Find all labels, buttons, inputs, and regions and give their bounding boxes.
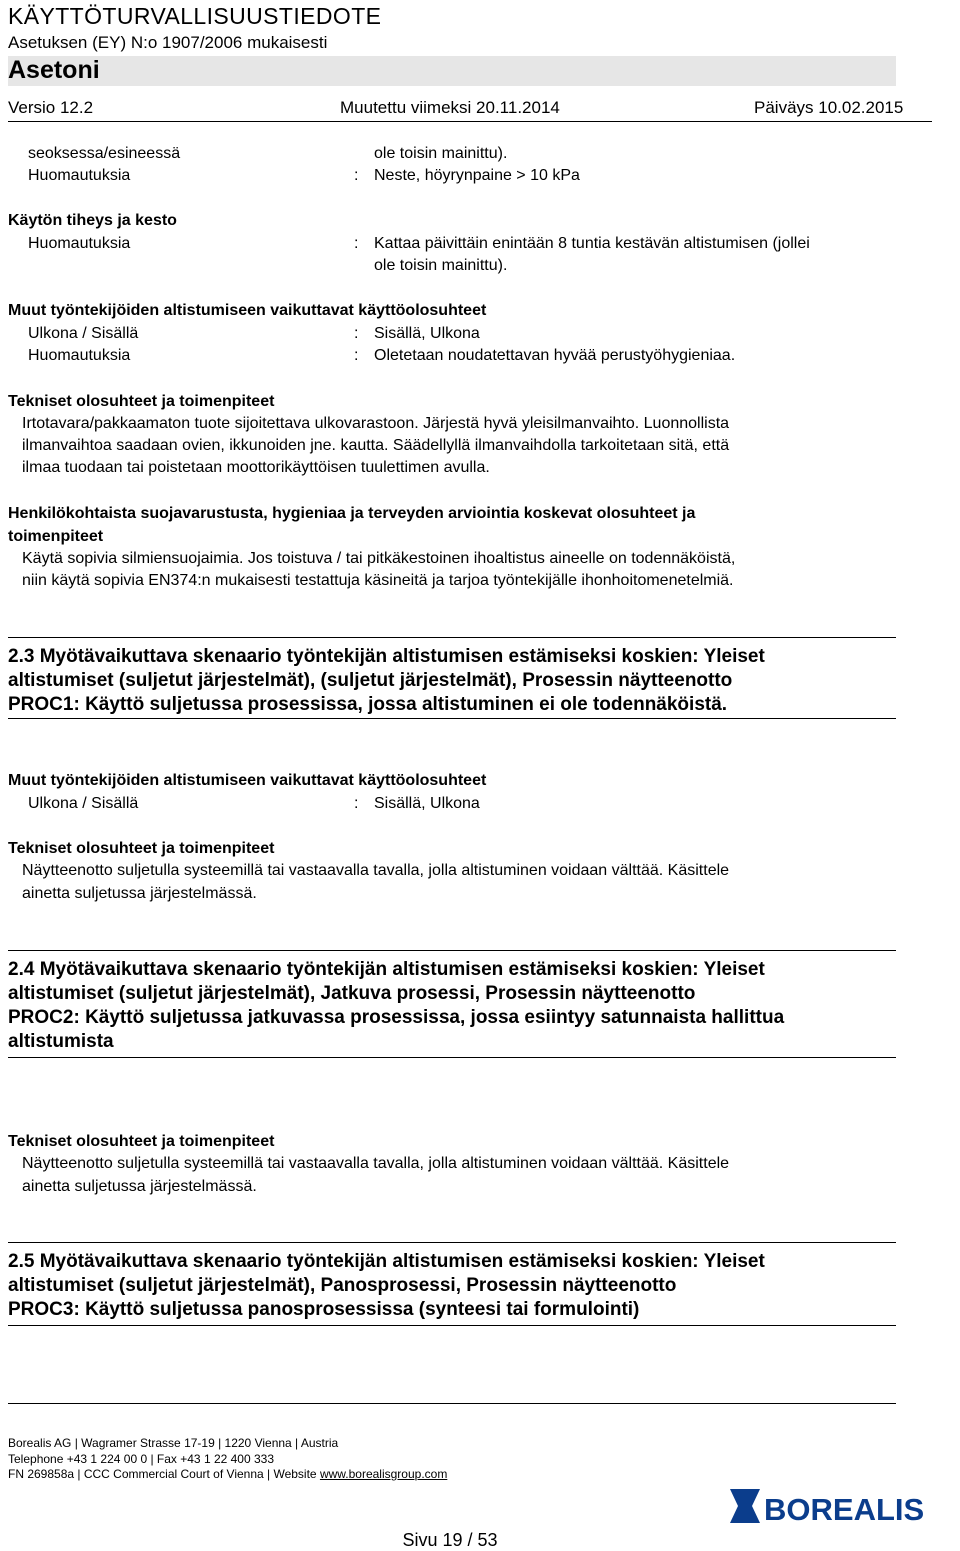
section-title-line: altistumista [8,1031,114,1052]
section-title-line: 2.5 Myötävaikuttava skenaario työntekijän altistumisen estämiseksi koskien: Yleiset [8,1251,765,1272]
section-title-line: altistumiset (suljetut järjestelmät), Panosprosessi, Prosessin näytteenotto [8,1275,677,1296]
location-label: Ulkona / Sisällä [28,325,139,342]
colon-separator: : [354,325,359,342]
remarks-value: Oletetaan noudatettavan hyvää perustyöhygieniaa. [374,347,736,364]
remarks-label: Huomautuksia [28,347,131,364]
location-value: Sisällä, Ulkona [374,325,480,342]
footer-rule [8,1403,896,1404]
section-rule-bottom [8,1057,896,1058]
usage-label: Huomautuksia [28,235,131,252]
section-title-line: altistumiset (suljetut järjestelmät), (suljetut järjestelmät), Prosessin näytteenotto [8,670,733,691]
continued-value: ole toisin mainittu). [374,145,508,162]
conditions-heading: Muut työntekijöiden altistumiseen vaikuttavat käyttöolosuhteet [8,772,487,789]
logo-wordmark: BOREALIS [764,1492,925,1527]
location-label: Ulkona / Sisällä [28,795,139,812]
version-label: Versio 12.2 [8,98,94,117]
colon-separator: : [354,167,359,184]
footer-phone: Telephone +43 1 224 00 0 | Fax +43 1 22 400 333 [8,1452,275,1466]
usage-heading: Käytön tiheys ja kesto [8,212,177,229]
section-rule-top [8,637,896,638]
colon-separator: : [354,235,359,252]
remarks-label: Huomautuksia [28,167,131,184]
footer-registry-text: FN 269858a | CCC Commercial Court of Vienna | Website [8,1467,320,1481]
section-rule-bottom [8,1325,896,1326]
product-name: Asetoni [8,56,100,84]
usage-value-line2: ole toisin mainittu). [374,257,508,274]
technical-text-line1: Näytteenotto suljetulla systeemillä tai vastaavalla tavalla, jolla altistuminen voidaan välttää. Käsittele [22,1155,730,1172]
regulation-subtitle: Asetuksen (EY) N:o 1907/2006 mukaisesti [8,33,328,52]
footer-address: Borealis AG | Wagramer Strasse 17-19 | 1220 Vienna | Austria [8,1436,339,1450]
section-title-line: 2.3 Myötävaikuttava skenaario työntekijän altistumisen estämiseksi koskien: Yleiset [8,646,765,667]
technical-text-line2: ainetta suljetussa järjestelmässä. [22,1178,257,1195]
header-rule [8,121,932,122]
section-2-4-title [8,958,898,1054]
continued-label: seoksessa/esineessä [28,145,181,162]
technical-text-line2: ainetta suljetussa järjestelmässä. [22,885,257,902]
date-label: Päiväys 10.02.2015 [754,98,904,117]
section-title-line: PROC1: Käyttö suljetussa prosessissa, jossa altistuminen ei ole todennäköistä. [8,694,728,715]
colon-separator: : [354,347,359,364]
website-link[interactable]: www.borealisgroup.com [319,1467,448,1481]
logo-mark-icon [730,1489,760,1523]
page-number: Sivu 19 / 53 [402,1530,498,1550]
technical-text-line3: ilmaa tuodaan tai poistetaan moottorikäyttöisen tuulettimen avulla. [22,459,490,476]
ppe-text-line1: Käytä sopivia silmiensuojaimia. Jos toistuva / tai pitkäkestoinen ihoaltistus aineelle on todennäköistä, [22,550,736,567]
ppe-text-line2: niin käytä sopivia EN374:n mukaisesti testattuja käsineitä ja tarjoa työntekijälle ihonhoitomenetelmiä. [22,572,734,589]
usage-value-line1: Kattaa päivittäin enintään 8 tuntia kestävän altistumisen (jollei [374,235,810,252]
technical-heading: Tekniset olosuhteet ja toimenpiteet [8,393,275,410]
section-title-line: PROC3: Käyttö suljetussa panosprosessissa (synteesi tai formulointi) [8,1299,640,1320]
technical-text-line1: Näytteenotto suljetulla systeemillä tai vastaavalla tavalla, jolla altistuminen voidaan välttää. Käsittele [22,862,730,879]
section-rule-top [8,1242,896,1243]
section-2-3-title [8,645,898,717]
technical-heading: Tekniset olosuhteet ja toimenpiteet [8,840,275,857]
technical-text-line1: Irtotavara/pakkaamaton tuote sijoitettava ulkovarastoon. Järjestä hyvä yleisilmanvaihto. Luonnollista [22,415,730,432]
section-rule-top [8,950,896,951]
document-title: KÄYTTÖTURVALLISUUSTIEDOTE [8,3,382,29]
colon-separator: : [354,795,359,812]
technical-text-line2: ilmanvaihtoa saadaan ovien, ikkunoiden jne. kautta. Säädellyllä ilmanvaihdolla tarkoitetaan sitä, että [22,437,730,454]
location-value: Sisällä, Ulkona [374,795,480,812]
ppe-heading-line2: toimenpiteet [8,528,104,545]
footer-registry [8,1467,447,1481]
section-2-5-title [8,1250,898,1322]
conditions-heading: Muut työntekijöiden altistumiseen vaikuttavat käyttöolosuhteet [8,302,487,319]
section-title-line: altistumiset (suljetut järjestelmät), Jatkuva prosessi, Prosessin näytteenotto [8,983,696,1004]
technical-heading: Tekniset olosuhteet ja toimenpiteet [8,1133,275,1150]
section-title-line: PROC2: Käyttö suljetussa jatkuvassa prosessissa, jossa esiintyy satunnaista hallittua [8,1007,785,1028]
product-name-bar [8,56,896,86]
modified-label: Muutettu viimeksi 20.11.2014 [340,98,560,117]
borealis-logo [724,1483,954,1529]
section-title-line: 2.4 Myötävaikuttava skenaario työntekijän altistumisen estämiseksi koskien: Yleiset [8,959,765,980]
section-rule-bottom [8,718,896,719]
ppe-heading-line1: Henkilökohtaista suojavarustusta, hygieniaa ja terveyden arviointia koskevat olosuhteet ja [8,505,696,522]
remarks-value: Neste, höyrynpaine > 10 kPa [374,167,580,184]
